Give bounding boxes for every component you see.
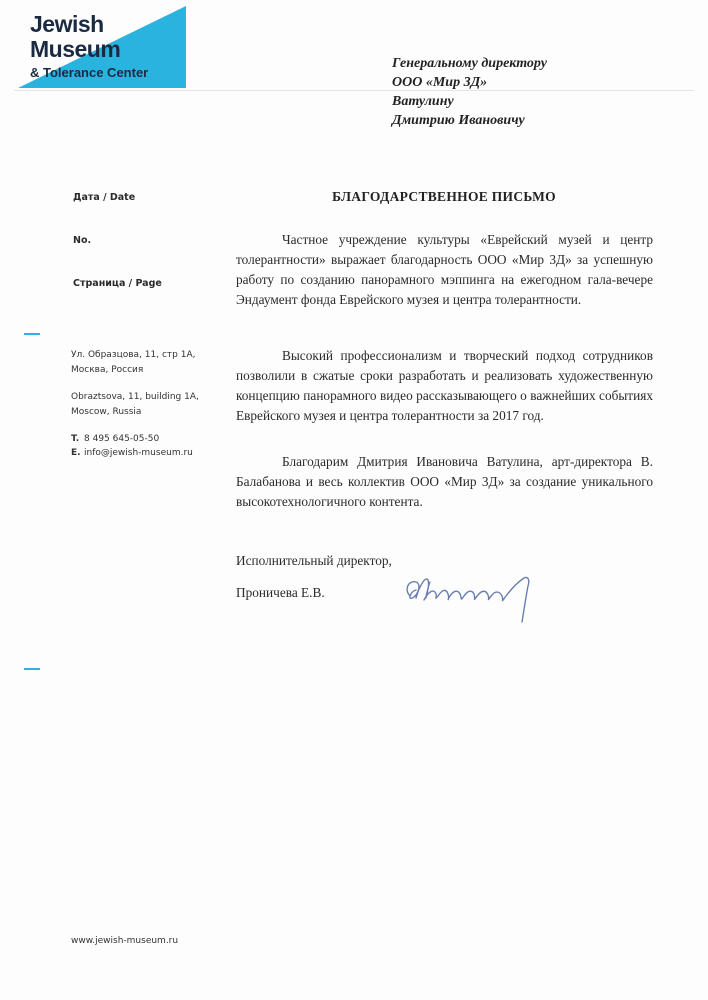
email-address: info@jewish-museum.ru [84, 448, 193, 458]
addressee-given-names: Дмитрию Ивановичу [392, 113, 525, 128]
logo-line-jewish: Jewish [30, 11, 104, 37]
address-en [71, 390, 199, 419]
address-ru [71, 348, 195, 377]
email-row [71, 448, 193, 458]
signer-name: Проничева Е.В. [236, 585, 325, 600]
letter-title: БЛАГОДАРСТВЕННОЕ ПИСЬМО [332, 189, 556, 204]
addressee-block [392, 54, 547, 130]
signer-title: Исполнительный директор, [236, 553, 392, 568]
address-ru-line2: Москва, Россия [71, 364, 144, 375]
date-label: Дата / Date [73, 192, 136, 203]
margin-tick-mark [24, 333, 40, 335]
margin-tick-mark-lower [24, 668, 40, 670]
address-en-line2: Moscow, Russia [71, 406, 142, 417]
phone-row [71, 434, 159, 444]
phone-number: 8 495 645-05-50 [84, 434, 160, 444]
paragraph-1: Частное учреждение культуры «Еврейский музей и центр толерантности» выражает благодарность ООО «Мир 3Д» за успешную работу по созданию панорамного мэппинга на ежегодном гала-вечере Эндаумент фонда Еврейского музея и центра толерантности. [236, 232, 653, 307]
museum-logo [18, 6, 186, 88]
addressee-company: ООО «Мир 3Д» [392, 75, 488, 90]
paragraph-3: Благодарим Дмитрия Ивановича Ватулина, арт-директора В. Балабанова и весь коллектив ООО «Мир 3Д» за создание уникального высокотехнологичного контента. [236, 454, 653, 509]
address-ru-line1: Ул. Образцова, 11, стр 1А, [71, 350, 196, 360]
phone-key: T. [71, 434, 80, 444]
email-key: E. [71, 448, 81, 458]
number-label: No. [73, 235, 92, 246]
handwritten-signature [400, 562, 550, 632]
logo-line-museum: Museum [30, 36, 121, 62]
addressee-surname: Ватулину [392, 94, 454, 109]
address-en-line1: Obraztsova, 11, building 1A, [71, 392, 199, 402]
addressee-position: Генеральному директору [392, 56, 547, 71]
page-label: Страница / Page [73, 278, 162, 289]
footer-website: www.jewish-museum.ru [71, 936, 179, 946]
logo-line-tolerance: & Tolerance Center [30, 65, 149, 80]
header-divider [14, 90, 694, 91]
paragraph-2: Высокий профессионализм и творческий подход сотрудников позволили в сжатые сроки разработать и реализовать художественную концепцию панорамного видео рассказывающего о важнейших событиях Еврейского музея и центра толерантности за 2017 год. [236, 348, 653, 423]
